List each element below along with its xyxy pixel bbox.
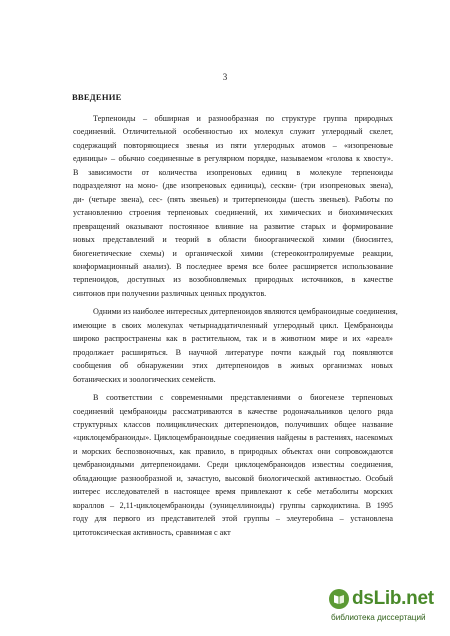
document-body [73,112,398,544]
book-icon [328,588,350,610]
watermark-logo-text: dsLib.net [352,588,434,609]
watermark-logo [328,588,434,610]
text-line: конформационный анализ). В последнее время все более расширяется использование [73,261,393,271]
text-line: «циклоцембраноиды». Циклоцембраноидные соединения найдены в растениях, насекомых [73,433,393,443]
text-line: ботанических и зоологических семейств. [73,374,216,384]
text-line: Одними из наиболее интересных дитерпеноидов являются цембраноидные соединения, [93,307,398,317]
text-line: цембраноидными дитерпеноидами. Среди циклоцембраноидов известны соединения, [73,460,393,470]
text-line: имеющие в своих молекулах четырнадцатичленный углеродный цикл. Цембраноиды [73,320,393,330]
page-number: 3 [222,72,228,82]
text-line: соединений цембраноиды рассматриваются в качестве родоначальников целого ряда [73,406,393,416]
text-line: установлению строения терпеновых соединений, их химических и биохимических [73,208,393,218]
text-line: ди- (четыре звена), сес- (пять звеньев) и тритерпеноиды (шесть звеньев). Работы по [73,194,393,204]
paragraph [73,112,393,300]
text-line: биогенетические схемы) и органической химии (стереоконтролируемые реакции, [73,248,393,258]
text-line: превращений оказывают постоянное влияние на развитие старых и формирование [73,221,393,231]
text-line: новых представлений и теорий в области биоорганической химии (биосинтез, [73,235,393,245]
text-line: терпеноидов, доступных из возобновляемых природных источников, в качестве [73,275,393,285]
text-line: В зависимости от количества изопреновых единиц в молекуле терпеноиды [73,167,393,177]
text-line: продолжает расширяться. В научной литературе почти каждый год появляются [73,347,393,357]
text-line: широко распространены как в растительном, так и в животном мире и их «ареал» [73,334,393,344]
paragraph [73,391,393,539]
text-line: обладающие разнообразной и, зачастую, высокой биологической активностью. Особый [73,473,393,483]
text-line: соединений. Отличительной особенностью их молекул служит углеродный скелет, [73,127,393,137]
text-line: сообщения об обнаружении этих дитерпеноидов в живых организмах новых [73,361,393,371]
text-line: содержащий повторяющиеся звенья из пяти углеродных атомов – «изопреновые [73,140,393,150]
text-line: и морских беспозвоночных, как правило, в природных объектах они сопровождаются [73,446,393,456]
section-heading: ВВЕДЕНИЕ [72,92,122,102]
text-line: подразделяют на моно- (две изопреновых единицы), сескви- (три изопреновых звена), [73,181,393,191]
text-line: интерес исследователей в настоящее время привлекают к себе метаболиты морских [73,487,393,497]
text-line: цитотоксическая активность, сравнимая с акт [73,527,231,537]
watermark-subtitle: библиотека диссертаций [331,613,426,622]
text-line: году для первого из представителей этой группы – элеутеробина – установлена [73,514,393,524]
paragraph [73,305,398,386]
text-line: кораллов – 2,11-циклоцембраноиды (эуницеллиноиды) группы саркодиктина. В 1995 [73,500,393,510]
watermark[interactable] [328,588,448,632]
text-line: Терпеноиды – обширная и разнообразная по структуре группа природных [93,114,393,123]
text-line: единицы» – обычно соединенные в регулярном порядке, называемом «голова к хвосту». [73,154,393,164]
text-line: синтонов при получении различных ценных продуктов. [73,288,267,298]
text-line: В соответствии с современными представлениями о биогенезе терпеновых [93,393,393,403]
text-line: структурных классов полициклических дитерпеноидов, получивших общее название [73,419,393,429]
